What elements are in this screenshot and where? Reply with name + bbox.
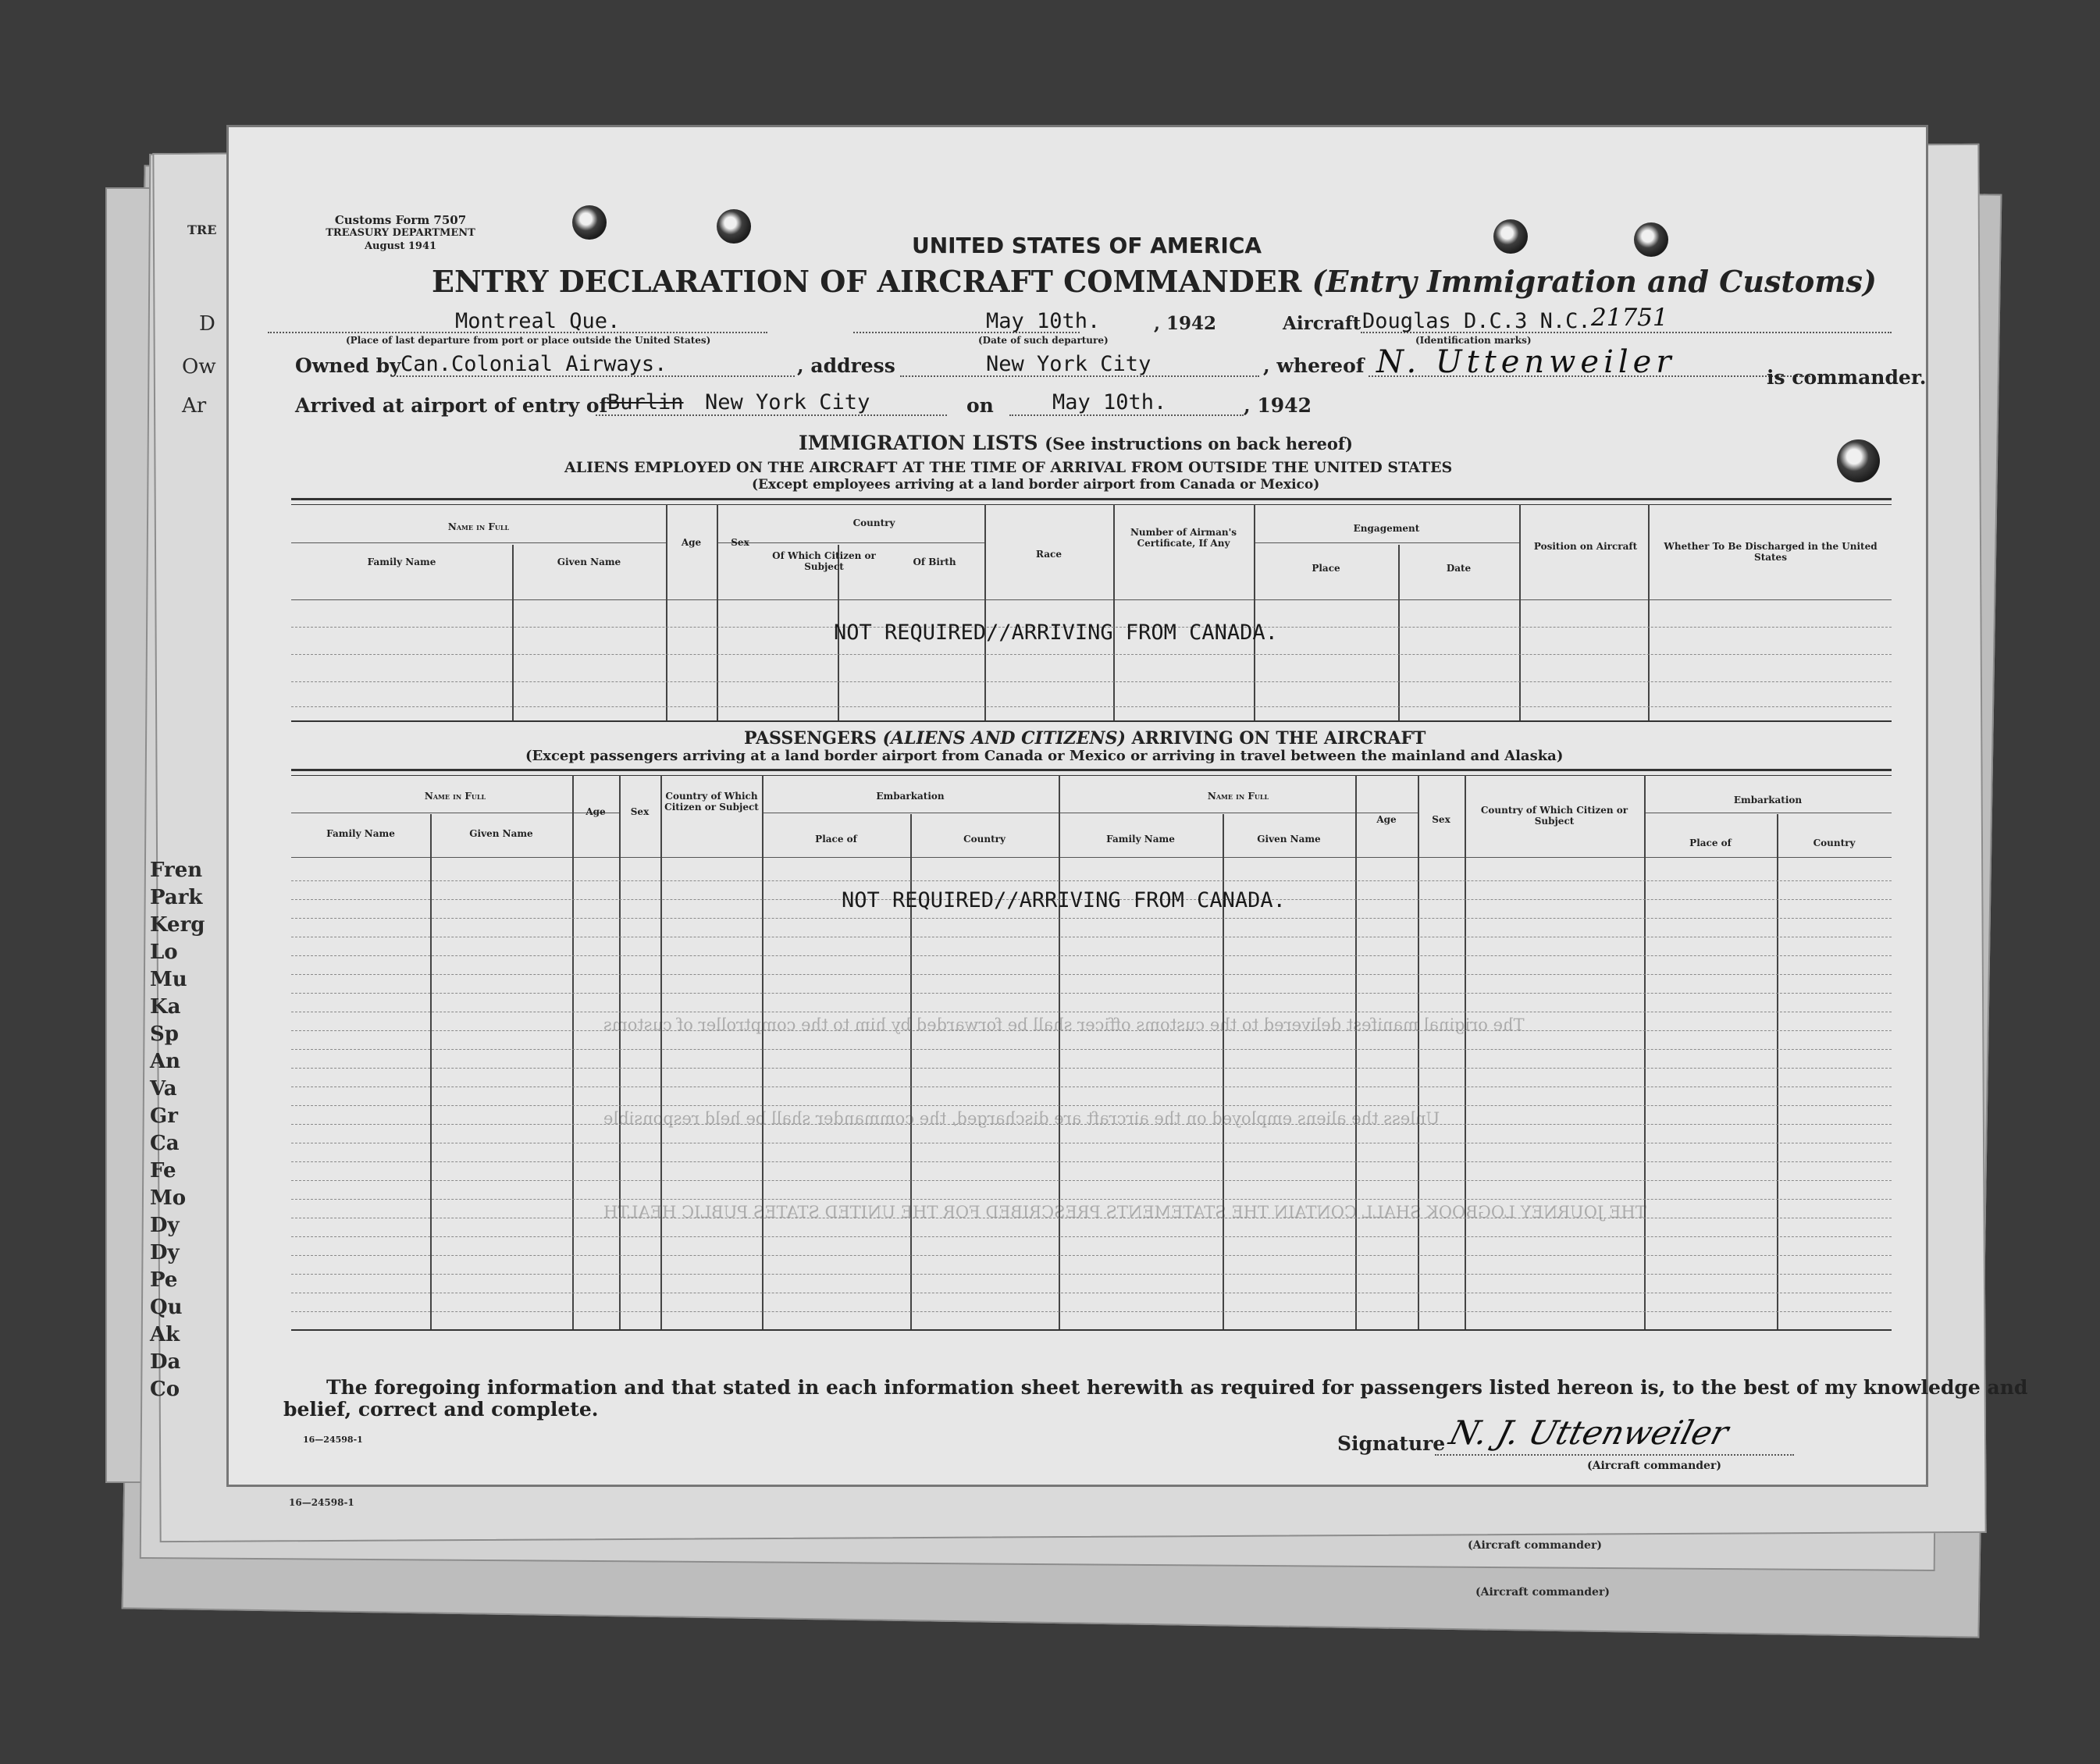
column-line: [512, 545, 514, 720]
pcol-name-in-full: Name in Full: [424, 791, 486, 802]
address-value: New York City: [986, 352, 1151, 376]
arrival-year: , 1942: [1244, 394, 1312, 417]
table-rule: [291, 720, 1892, 722]
under-sheet-margin-name: Ca: [150, 1132, 180, 1155]
form-date: August 1941: [364, 240, 437, 252]
arrival-date: May 10th.: [1052, 390, 1167, 414]
punch-hole: [717, 209, 751, 244]
aircraft-value: Douglas D.C.3 N.C.: [1362, 309, 1591, 333]
under-sheet-margin-name: Da: [150, 1350, 181, 1374]
pcol-given-name: Given Name: [469, 828, 533, 839]
column-line: [619, 775, 621, 1329]
table-rule: [291, 504, 1892, 505]
pcol-age-2: Age: [1376, 814, 1397, 825]
column-line: [762, 775, 763, 1329]
pcol-age: Age: [586, 806, 606, 817]
table-rule: [291, 775, 1892, 776]
arrived-label: Arrived at airport of entry of: [295, 394, 608, 417]
col-country: Country: [852, 517, 895, 528]
col-citizen: Of Which Citizen or Subject: [772, 550, 876, 572]
pcol-family-name: Family Name: [326, 828, 395, 839]
col-name-in-full: Name in Full: [447, 521, 510, 532]
under-sheet-margin-name: Lo: [150, 941, 178, 964]
passengers-title: PASSENGERS: [744, 728, 877, 749]
pcol-family-name-2: Family Name: [1106, 834, 1175, 845]
column-line: [1777, 814, 1778, 1329]
table-rule: [291, 498, 1892, 500]
is-commander-label: is commander.: [1767, 366, 1927, 389]
aircraft-label: Aircraft: [1283, 313, 1361, 334]
address-label: , address: [797, 354, 895, 377]
header-divider: [1254, 542, 1519, 543]
col-date: Date: [1446, 563, 1472, 574]
departure-date: May 10th.: [986, 309, 1101, 333]
certification-text: The foregoing information and that stated in each information sheet herewith as required for passengers listed hereon is, to the best of my knowledge and: [326, 1376, 2028, 1399]
col-sex: Sex: [731, 537, 749, 548]
column-line: [1355, 775, 1357, 1329]
table-row: [291, 1274, 1892, 1275]
table-row: [291, 974, 1892, 975]
under-sheet-caption: (Aircraft commander): [1468, 1539, 1602, 1552]
punch-hole: [1837, 439, 1880, 482]
table-row: [291, 1311, 1892, 1312]
certification-text-2: belief, correct and complete.: [283, 1398, 599, 1421]
country-heading: UNITED STATES OF AMERICA: [912, 233, 1262, 258]
table-row: [291, 1255, 1892, 1256]
table-row: [291, 1086, 1892, 1087]
table-row: [291, 1236, 1892, 1237]
table-rule: [291, 1329, 1892, 1331]
header-divider: [291, 857, 1892, 858]
table-row: [291, 706, 1892, 707]
column-line: [1113, 504, 1115, 720]
field-line: [1009, 414, 1244, 416]
under-sheet-margin-name: Fe: [150, 1159, 176, 1183]
column-line: [1059, 775, 1060, 1329]
under-sheet-margin-name: Ka: [150, 995, 181, 1019]
reverse-bleed-through: Unless the aliens employed on the aircraft are discharged, the commander shall be held responsible: [603, 1109, 1440, 1128]
pcol-given-name-2: Given Name: [1257, 834, 1321, 845]
pcol-embarkation: Embarkation: [876, 791, 945, 802]
under-sheet-margin-name: Qu: [150, 1296, 183, 1319]
signature-line: [1435, 1454, 1794, 1456]
departure-year: , 1942: [1154, 313, 1217, 334]
under-sheet-margin-name: An: [150, 1050, 181, 1073]
aliens-not-required-note: NOT REQUIRED//ARRIVING FROM CANADA.: [834, 621, 1278, 645]
table-row: [291, 654, 1892, 655]
under-sheet-stub: Ow: [182, 355, 216, 379]
passengers-title-paren: (ALIENS AND CITIZENS): [882, 728, 1126, 749]
commander-name: N. Uttenweiler: [1376, 344, 1676, 380]
under-sheet-margin-name: Co: [150, 1378, 180, 1401]
punch-hole: [1634, 222, 1668, 257]
col-race: Race: [1036, 549, 1062, 560]
departure-date-caption: (Date of such departure): [978, 335, 1109, 346]
signature-label: Signature: [1337, 1432, 1446, 1455]
col-discharged: Whether To Be Discharged in the United States: [1664, 541, 1878, 563]
form-title: [432, 264, 1877, 299]
aircraft-number: 21751: [1591, 304, 1668, 332]
col-place: Place: [1312, 563, 1340, 574]
table-row: [291, 681, 1892, 682]
passengers-subheading: (Except passengers arriving at a land border airport from Canada or Mexico or arriving in travel between the mainland and Alaska): [525, 748, 1564, 764]
under-sheet-form-label: TRE: [187, 222, 217, 237]
passengers-title-rest: ARRIVING ON THE AIRCRAFT: [1131, 728, 1426, 749]
departure-place: Montreal Que.: [455, 309, 621, 333]
aliens-subheading: (Except employees arriving at a land border airport from Canada or Mexico): [752, 477, 1320, 493]
column-line: [430, 814, 432, 1329]
owner-value: Can.Colonial Airways.: [400, 352, 667, 376]
form-title-paren: (Entry Immigration and Customs): [1312, 264, 1877, 299]
pcol-embarkation-2: Embarkation: [1733, 795, 1803, 806]
col-certificate: Number of Airman's Certificate, If Any: [1130, 527, 1237, 549]
under-sheet-margin-name: Ak: [150, 1323, 180, 1346]
airport-of-entry: New York City: [705, 390, 870, 414]
under-sheet-margin-name: Kerg: [150, 913, 205, 937]
table-row: [291, 993, 1892, 994]
col-birth: Of Birth: [913, 557, 956, 567]
under-sheet-margin-name: Dy: [150, 1241, 180, 1264]
under-sheet-margin-names: [150, 859, 205, 1405]
field-line: [596, 414, 947, 416]
form-department: TREASURY DEPARTMENT: [326, 227, 475, 239]
table-row: [291, 1049, 1892, 1050]
owned-by-label: Owned by: [295, 354, 401, 377]
commander-signature: N. J. Uttenweiler: [1445, 1414, 1733, 1452]
column-line: [1648, 504, 1650, 720]
identification-caption: (Identification marks): [1415, 335, 1532, 346]
under-sheet-stub: Ar: [182, 394, 207, 418]
pcol-name-in-full-2: Name in Full: [1207, 791, 1269, 802]
column-line: [1254, 504, 1255, 720]
table-row: [291, 1105, 1892, 1106]
under-sheet-margin-name: Gr: [150, 1104, 178, 1128]
table-row: [291, 1068, 1892, 1069]
aliens-heading: ALIENS EMPLOYED ON THE AIRCRAFT AT THE TIME OF ARRIVAL FROM OUTSIDE THE UNITED STATES: [564, 459, 1453, 476]
under-sheet-margin-name: Sp: [150, 1022, 179, 1046]
column-line: [1418, 775, 1419, 1329]
pcol-sex: Sex: [630, 806, 650, 817]
departure-caption: (Place of last departure from port or place outside the United States): [346, 335, 711, 346]
under-sheet-caption: (Aircraft commander): [1475, 1586, 1610, 1599]
table-row: [291, 955, 1892, 956]
pcol-place-of: Place of: [815, 834, 857, 845]
table-rule: [291, 769, 1892, 771]
table-row: [291, 1199, 1892, 1200]
form-number: Customs Form 7507: [334, 213, 467, 227]
column-line: [660, 775, 662, 1329]
under-sheet-margin-name: Pe: [150, 1268, 178, 1292]
under-sheet-margin-name: Fren: [150, 859, 203, 882]
under-sheet-code: 16—24598-1: [289, 1497, 354, 1508]
punch-hole: [1493, 219, 1528, 254]
col-engagement: Engagement: [1353, 523, 1420, 534]
table-row: [291, 1180, 1892, 1181]
table-row: [291, 880, 1892, 881]
column-line: [1465, 775, 1466, 1329]
table-row: [291, 1161, 1892, 1162]
header-divider: [291, 599, 1892, 600]
pcol-citizen: Country of Which Citizen or Subject: [664, 791, 759, 813]
col-given-name: Given Name: [557, 557, 621, 567]
column-line: [1519, 504, 1521, 720]
column-line: [572, 775, 574, 1329]
passengers-heading: [744, 728, 1426, 749]
on-label: on: [966, 394, 994, 417]
col-family-name: Family Name: [367, 557, 436, 567]
reverse-bleed-through: THE JOURNEY LOGBOOK SHALL CONTAIN THE STATEMENTS PRESCRIBED FOR THE UNITED STATES PUBLIC HEALTH: [603, 1203, 1646, 1222]
under-sheet-margin-name: Va: [150, 1077, 177, 1101]
reverse-bleed-through: The original manifest delivered to the customs officer shall be forwarded by him to the comptroller of customs: [603, 1015, 1525, 1034]
form-title-main: ENTRY DECLARATION OF AIRCRAFT COMMANDER: [432, 264, 1302, 299]
signature-caption: (Aircraft commander): [1587, 1460, 1721, 1472]
entry-declaration-form: [226, 125, 2028, 1487]
column-line: [1644, 775, 1646, 1329]
under-sheet-margin-name: Park: [150, 886, 203, 909]
pcol-country-2: Country: [1813, 838, 1856, 848]
col-position: Position on Aircraft: [1533, 541, 1638, 552]
col-age: Age: [681, 537, 702, 548]
immigration-heading: [799, 432, 1353, 454]
passengers-not-required-note: NOT REQUIRED//ARRIVING FROM CANADA.: [842, 888, 1286, 912]
whereof-label: , whereof: [1263, 354, 1365, 377]
table-row: [291, 918, 1892, 919]
under-sheet-margin-name: Dy: [150, 1214, 180, 1237]
pcol-country: Country: [963, 834, 1006, 845]
pcol-place-of-2: Place of: [1689, 838, 1732, 848]
under-sheet-margin-name: Mo: [150, 1186, 187, 1210]
struck-entry: Burlin: [607, 390, 684, 414]
immigration-subtitle: (See instructions on back hereof): [1045, 434, 1353, 453]
under-sheet-margin-name: Mu: [150, 968, 187, 991]
punch-hole: [572, 205, 607, 240]
header-divider: [291, 542, 666, 543]
immigration-title: IMMIGRATION LISTS: [799, 432, 1038, 454]
print-code: 16—24598-1: [303, 1435, 363, 1445]
column-line: [984, 504, 986, 720]
pcol-sex-2: Sex: [1432, 814, 1450, 825]
under-sheet-stub: D: [199, 312, 215, 336]
pcol-citizen-2: Country of Which Citizen or Subject: [1480, 805, 1628, 827]
